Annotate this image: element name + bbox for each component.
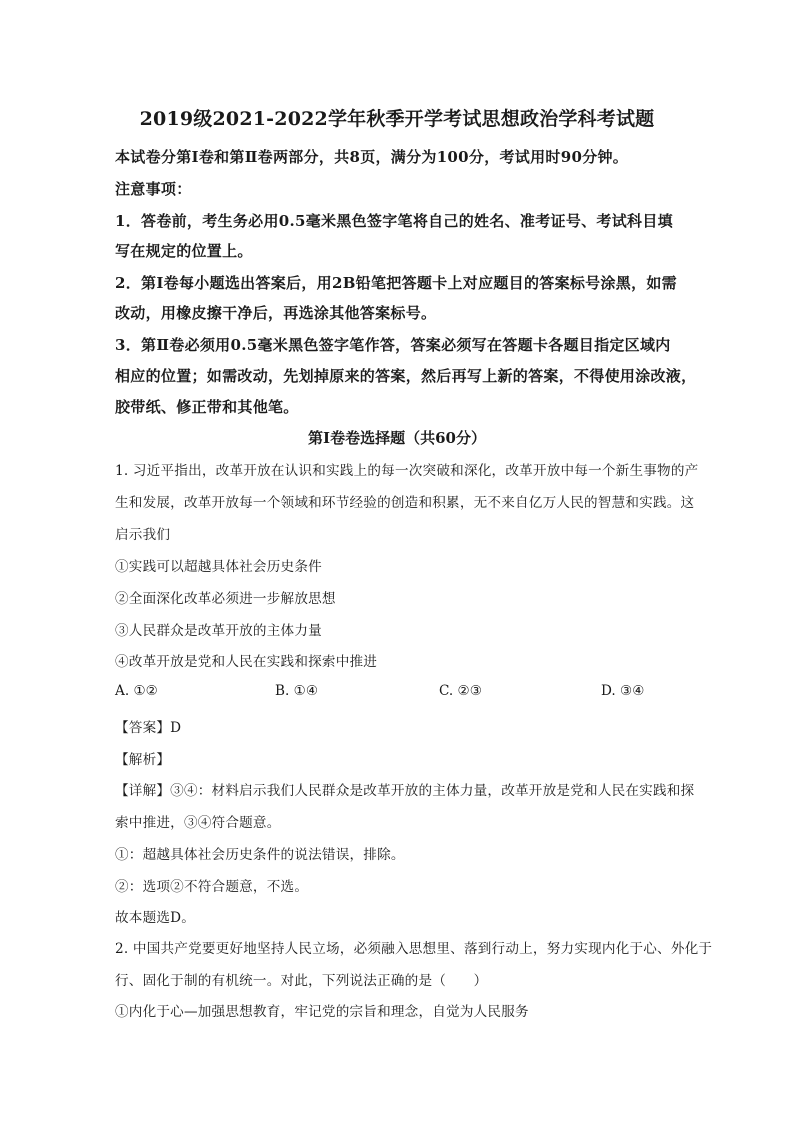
q1-answer: 【答案】D (115, 720, 182, 736)
notice-line: 3．第Ⅱ卷必须用0.5毫米黑色签字笔作答，答案必须写在答题卡各题目指定区域内 (115, 336, 671, 354)
q2-stem-line: 行、固化于制的有机统一。对此，下列说法正确的是（ ） (115, 973, 488, 989)
notice-line: 胶带纸、修正带和其他笔。 (115, 398, 299, 416)
q1-stem-line: 1. 习近平指出，改革开放在认识和实践上的每一次突破和深化，改革开放中每一个新生事物的产 (115, 463, 699, 479)
q2-stem-line: ①内化于心—加强思想教育，牢记党的宗旨和理念，自觉为人民服务 (115, 1004, 529, 1020)
q1-option-c: C. ②③ (439, 683, 482, 699)
q1-statement: ①实践可以超越具体社会历史条件 (115, 559, 322, 575)
q1-option-d: D. ③④ (601, 683, 645, 699)
q1-analysis-heading: 【解析】 (115, 752, 171, 768)
q1-detail-line: 索中推进，③④符合题意。 (115, 815, 281, 831)
section-title: 第Ⅰ卷卷选择题（共60分） (308, 429, 486, 447)
exam-intro: 本试卷分第Ⅰ卷和第Ⅱ卷两部分，共8页，满分为100分，考试用时90分钟。 (115, 148, 629, 166)
q1-statement: ③人民群众是改革开放的主体力量 (115, 623, 322, 639)
q1-stem-line: 生和发展，改革开放每一个领域和环节经验的创造和积累，无不来自亿万人民的智慧和实践。这 (115, 495, 695, 511)
notice-line: 1．答卷前，考生务必用0.5毫米黑色签字笔将自己的姓名、准考证号、考试科目填 (115, 212, 673, 230)
q1-option-a: A. ①② (115, 683, 158, 699)
q1-statement: ④改革开放是党和人民在实践和探索中推进 (115, 654, 378, 670)
notice-line: 写在规定的位置上。 (115, 242, 253, 260)
q1-stem-line: 启示我们 (115, 527, 171, 543)
q1-statement: ②全面深化改革必须进一步解放思想 (115, 591, 336, 607)
exam-title: 2019级2021-2022学年秋季开学考试思想政治学科考试题 (139, 108, 655, 130)
q1-detail-line: 【详解】③④：材料启示我们人民群众是改革开放的主体力量，改革开放是党和人民在实践和探 (115, 783, 695, 799)
notice-heading: 注意事项： (115, 180, 192, 198)
notice-line: 2．第Ⅰ卷每小题选出答案后，用2B铅笔把答题卡上对应题目的答案标号涂黑，如需 (115, 274, 677, 292)
notice-line: 相应的位置；如需改动，先划掉原来的答案，然后再写上新的答案，不得使用涂改液， (115, 367, 697, 385)
notice-line: 改动，用橡皮擦干净后，再选涂其他答案标号。 (115, 304, 437, 322)
q2-stem-line: 2. 中国共产党要更好地坚持人民立场，必须融入思想里、落到行动上，努力实现内化于心、外化于 (115, 941, 713, 957)
q1-detail-line: 故本题选D。 (115, 910, 196, 926)
q1-option-b: B. ①④ (275, 683, 319, 699)
q1-detail-line: ①：超越具体社会历史条件的说法错误，排除。 (115, 847, 405, 863)
q1-detail-line: ②：选项②不符合题意，不选。 (115, 879, 309, 895)
